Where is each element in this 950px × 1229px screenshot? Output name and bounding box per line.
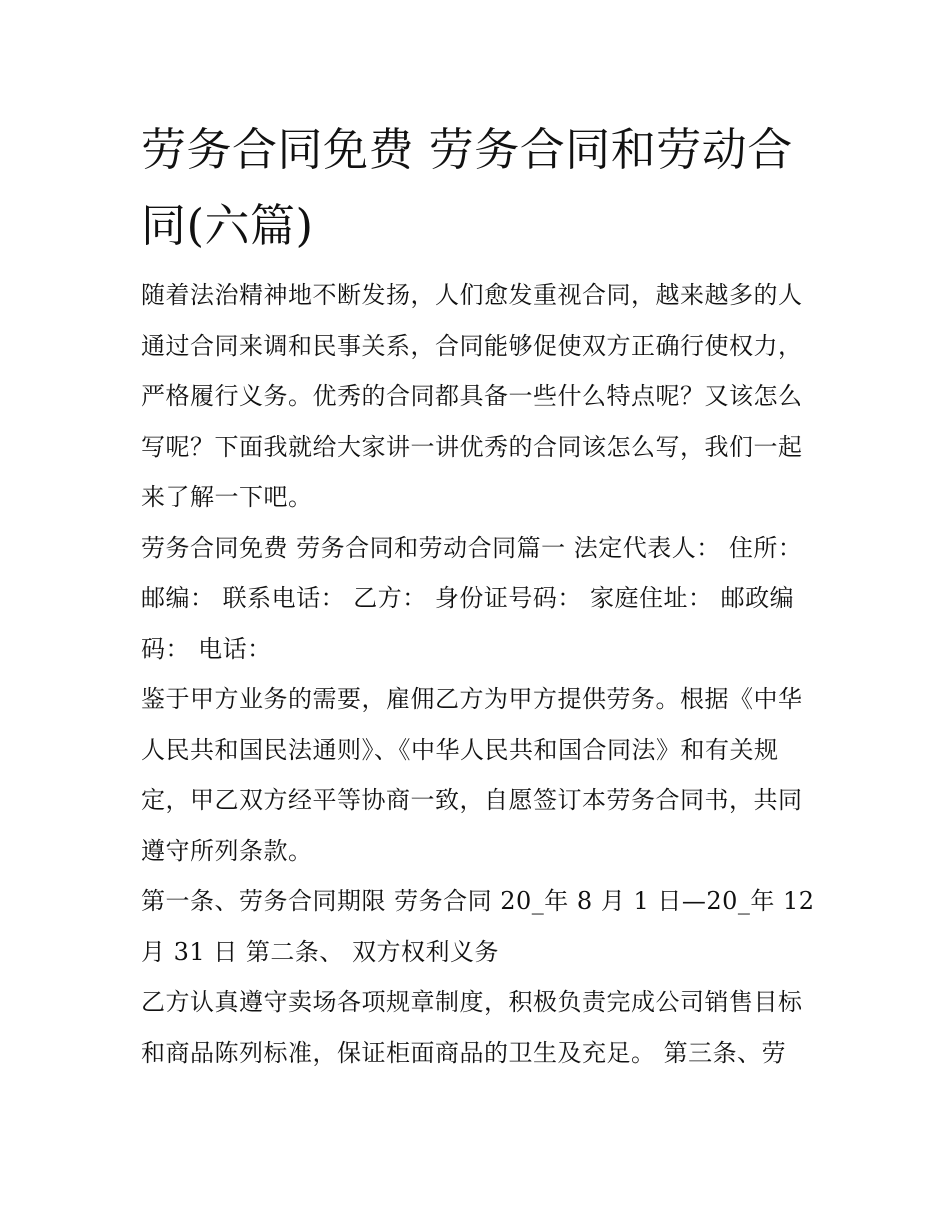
document-page bbox=[141, 112, 821, 1078]
preamble-paragraph: 鉴于甲方业务的需要，雇佣乙方为甲方提供劳务。根据《中华人民共和国民法通则》、《中华人民共和国合同法》和有关规定，甲乙双方经平等协商一致，自愿签订本劳务合同书，共同遵守所列条款。 bbox=[141, 685, 803, 865]
intro-paragraph: 随着法治精神地不断发扬，人们愈发重视合同，越来越多的人通过合同来调和民事关系，合同能够促使双方正确行使权力，严格履行义务。优秀的合同都具备一些什么特点呢？又该怎么写呢？下面我就给大家讲一讲优秀的合同该怎么写，我们一起来了解一下吧。 bbox=[141, 281, 803, 511]
obligations-paragraph: 乙方认真遵守卖场各项规章制度，积极负责完成公司销售目标和商品陈列标准，保证柜面商品的卫生及充足。 第三条、劳 bbox=[141, 988, 803, 1067]
article-one-paragraph: 第一条、劳务合同期限 劳务合同 20_年 8 月 1 日—20_年 12 月 31 日 第二条、 双方权利义务 bbox=[141, 887, 815, 966]
party-info-paragraph: 劳务合同免费 劳务合同和劳动合同篇一 法定代表人： 住所： 邮编： 联系电话： 乙方： 身份证号码： 家庭住址： 邮政编码： 电话： bbox=[141, 533, 803, 663]
document-title: 劳务合同免费 劳务合同和劳动合同(六篇) bbox=[141, 123, 793, 252]
